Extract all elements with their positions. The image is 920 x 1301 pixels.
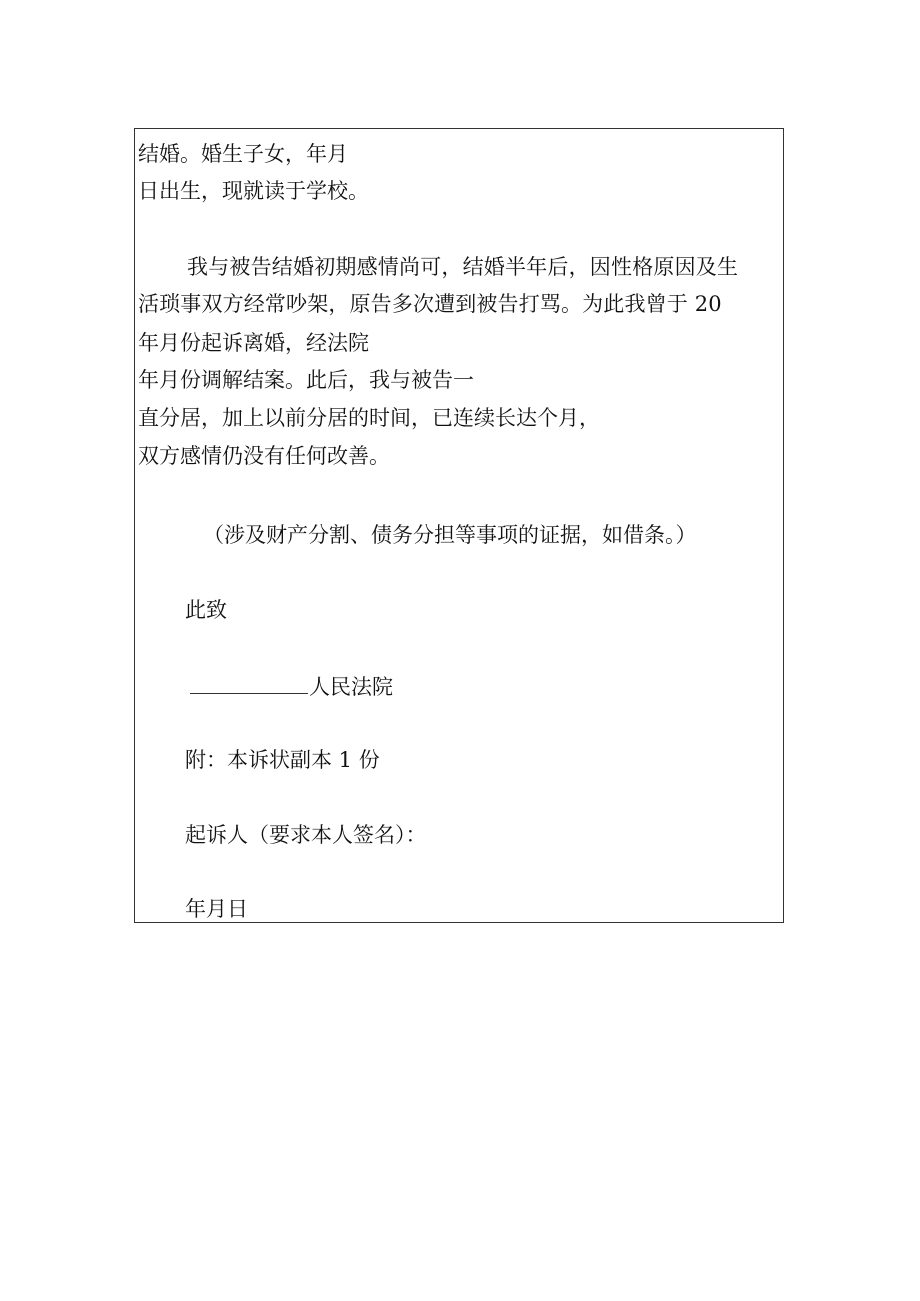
paragraph-line: 直分居，加上以前分居的时间，已连续长达个月， xyxy=(138,406,600,430)
paragraph-line: 日出生，现就读于学校。 xyxy=(138,179,369,203)
court-suffix: 人民法院 xyxy=(309,675,393,699)
court-name-blank xyxy=(190,671,308,694)
plaintiff-signature-label: 起诉人（要求本人签名）： xyxy=(185,823,427,847)
paragraph-line: 结婚。婚生子女，年月 xyxy=(138,142,348,166)
paragraph-line: 双方感情仍没有任何改善。 xyxy=(138,444,390,468)
evidence-note: （涉及财产分割、债务分担等事项的证据，如借条。） xyxy=(203,523,697,547)
salutation: 此致 xyxy=(185,598,227,622)
paragraph-line: 年月份调解结案。此后，我与被告一 xyxy=(138,368,474,392)
paragraph-line: 活琐事双方经常吵架，原告多次遭到被告打骂。为此我曾于 20 xyxy=(138,292,722,316)
complaint-text-box xyxy=(134,128,784,923)
paragraph-line: 我与被告结婚初期感情尚可，结婚半年后，因性格原因及生 xyxy=(187,255,739,279)
court-name-line xyxy=(190,671,393,702)
paragraph-line: 年月份起诉离婚，经法院 xyxy=(138,331,369,355)
attachment-note: 附：本诉状副本 1 份 xyxy=(185,748,380,772)
date-line: 年月日 xyxy=(185,897,248,921)
